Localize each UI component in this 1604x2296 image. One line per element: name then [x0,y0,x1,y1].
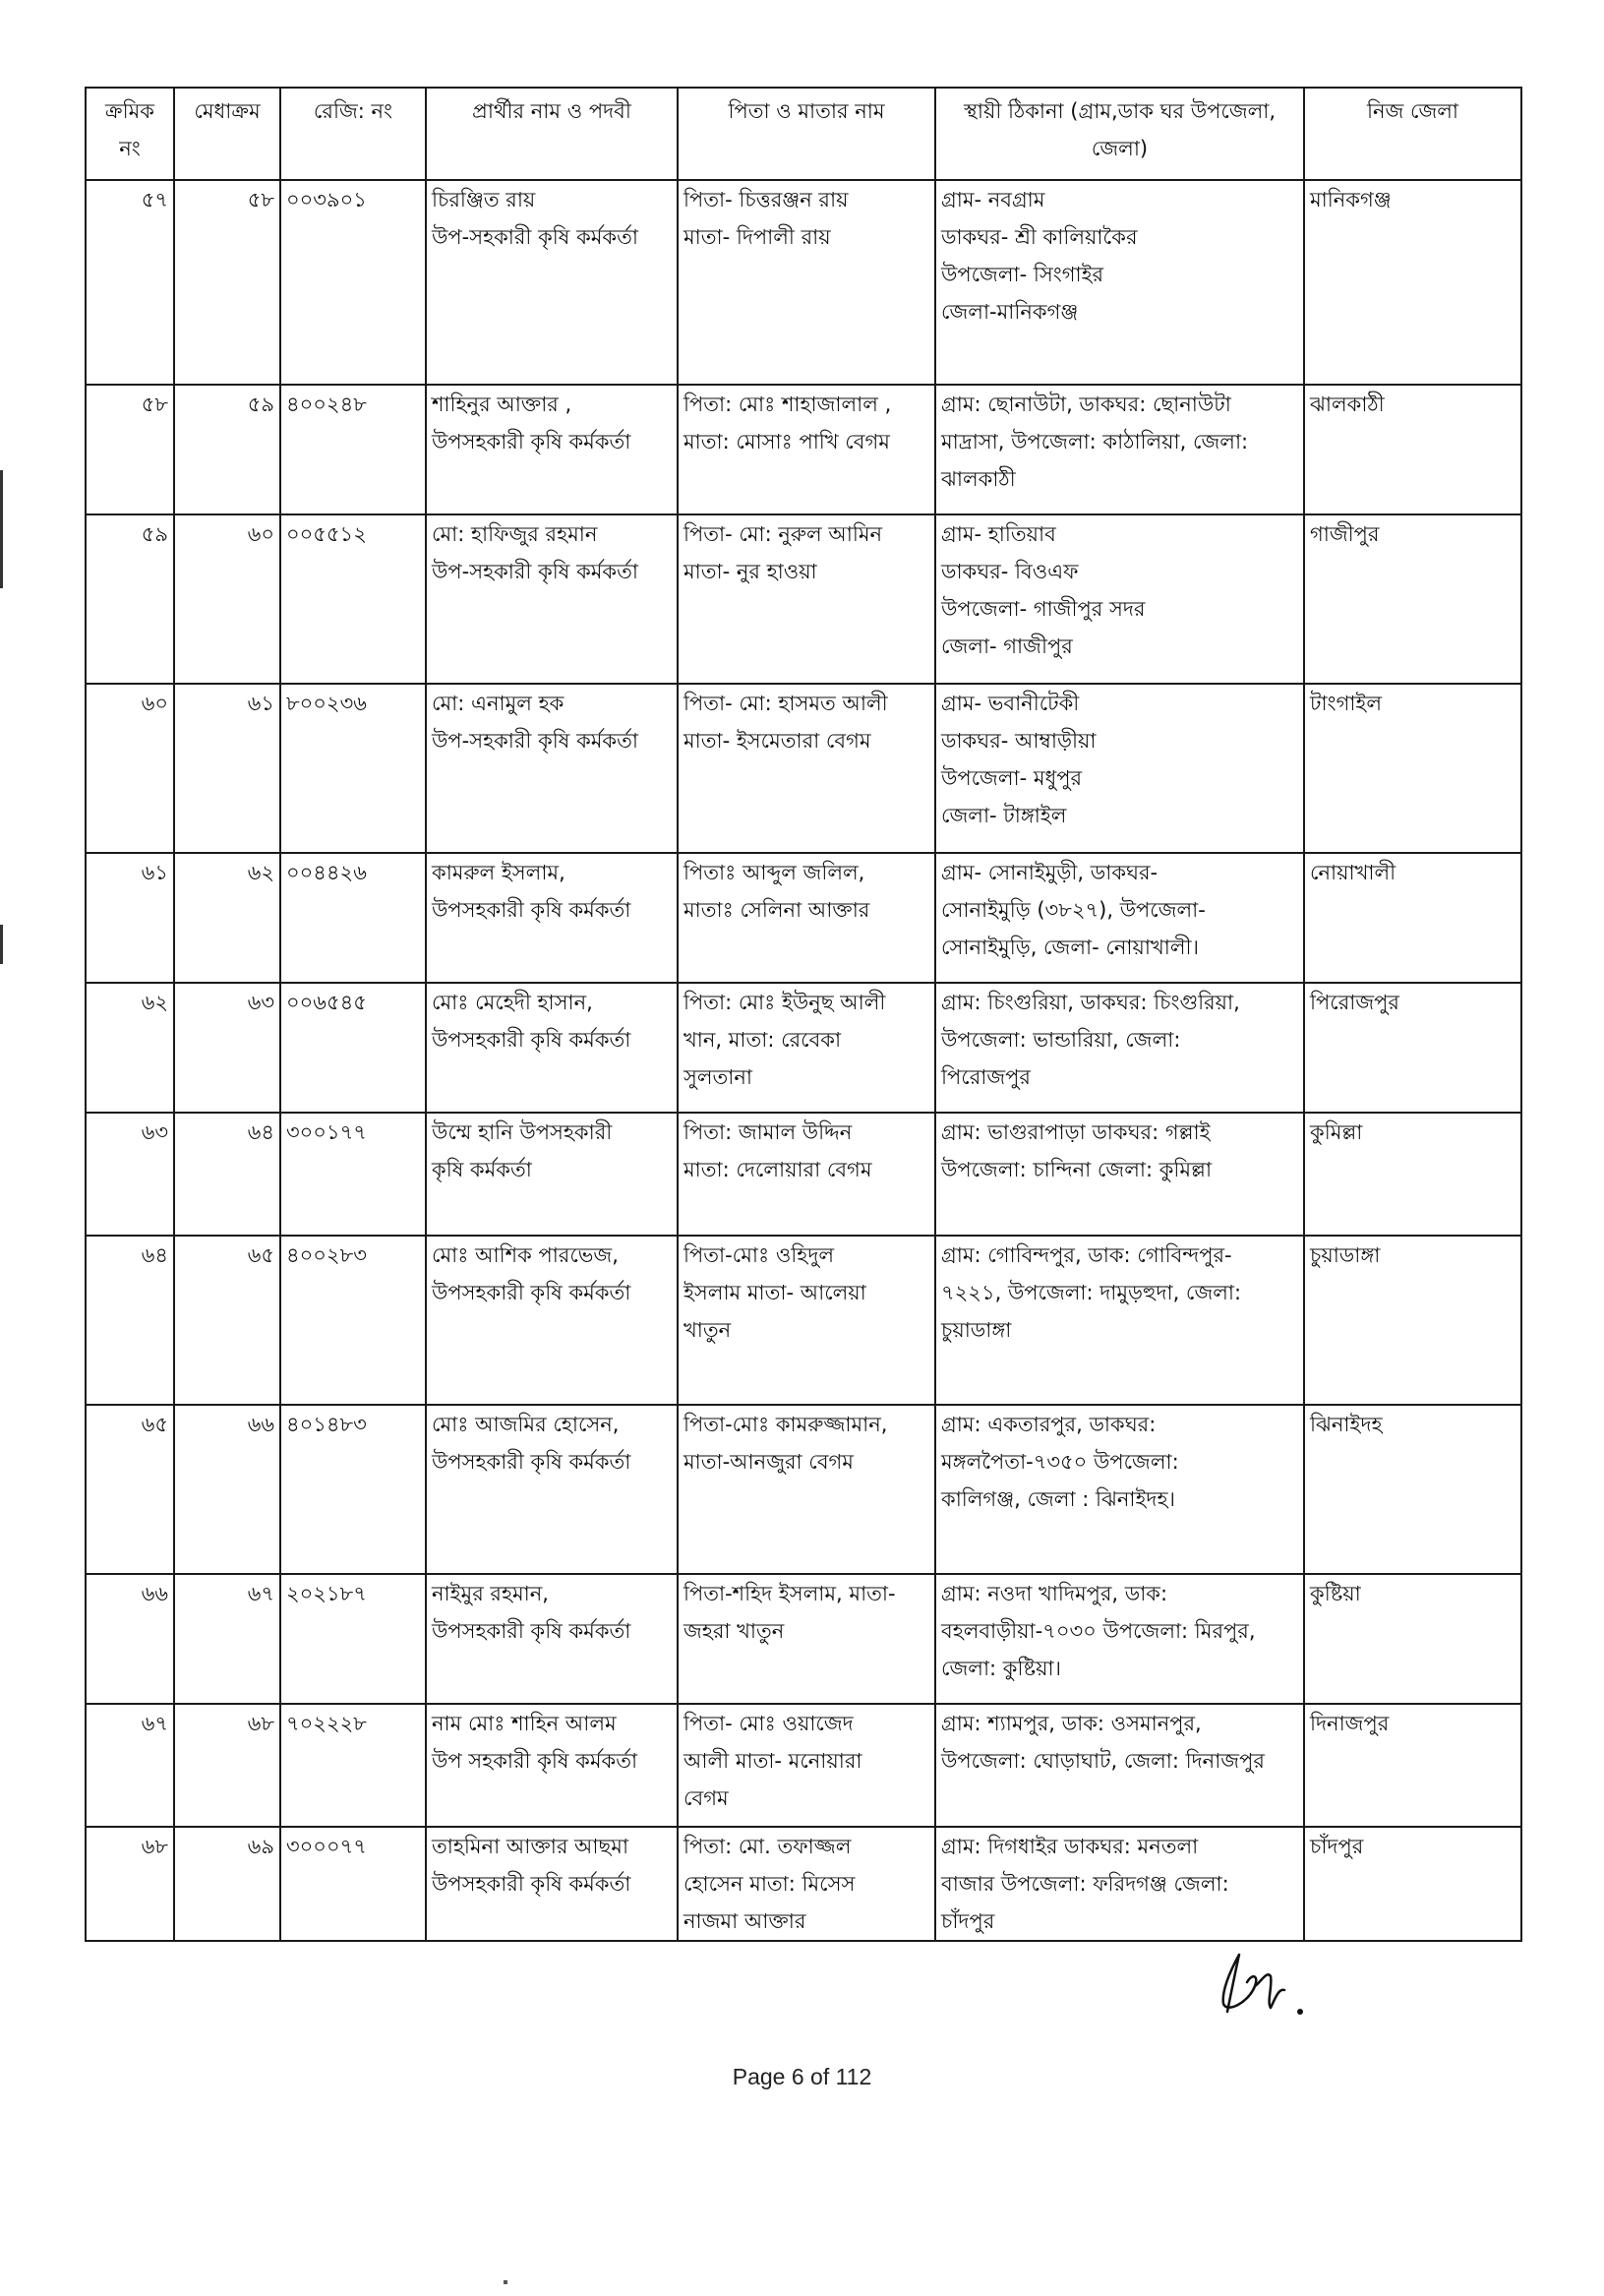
address-cell [935,1113,1304,1236]
address-cell [935,514,1304,684]
parents-cell-text: পিতা: মোঃ ইউনুছ আলী [683,991,886,1014]
serial-cell [86,1704,174,1827]
district-cell [1304,853,1521,983]
serial-cell [86,385,174,514]
parents-cell-text: মাতা- ইসমেতারা বেগম [683,729,871,753]
table-row [86,853,1521,983]
name-cell-text: উপসহকারী কৃষি কর্মকর্তা [432,1619,631,1643]
table-row [86,1405,1521,1574]
name-cell-text: উপসহকারী কৃষি কর্মকর্তা [432,1872,631,1896]
name-cell-text: কামরুল ইসলাম, [432,861,565,884]
parents-cell-text: পিতা-শহিদ ইসলাম, মাতা- [683,1582,896,1605]
name-cell [426,983,678,1113]
merit-cell-text: ৬৯ [247,1835,274,1858]
name-cell-text: নাম মোঃ শাহিন আলম [432,1712,617,1735]
parents-cell [678,385,935,514]
address-cell-text: মঙ্গলপৈতা-৭৩৫০ উপজেলা: [941,1450,1179,1474]
margin-mark [0,925,3,964]
serial-cell-text: ৬৪ [141,1243,168,1267]
reg-no-cell [280,180,426,385]
address-cell [935,853,1304,983]
address-cell-text: পিরোজপুর [941,1065,1031,1089]
serial-cell-text: ৬৫ [141,1413,168,1436]
address-cell [935,684,1304,853]
merit-cell [174,684,280,853]
parents-cell-text: ইসলাম মাতা- আলেয়া [683,1281,866,1304]
district-cell-text: মানিকগঞ্জ [1310,188,1392,211]
merit-cell-text: ৫৮ [247,188,274,211]
parents-cell-text: জহরা খাতুন [683,1619,785,1643]
serial-cell [86,514,174,684]
name-cell-text: উম্মে হানি উপসহকারী [432,1120,613,1144]
header-reg-no: রেজি: নং [280,88,426,180]
parents-cell-text: পিতা-মোঃ ওহিদুল [683,1243,835,1267]
name-cell-text: উপসহকারী কৃষি কর্মকর্তা [432,1281,631,1304]
district-cell [1304,1827,1521,1941]
district-cell [1304,385,1521,514]
parents-cell-text: মাতা- দিপালী রায় [683,225,831,249]
district-cell-text: কুষ্টিয়া [1310,1582,1361,1605]
name-cell-text: কৃষি কর্মকর্তা [432,1158,532,1181]
reg-no-cell-text: ৭০২২২৮ [286,1712,367,1735]
reg-no-cell-text: ৩০০০৭৭ [286,1835,367,1858]
name-cell [426,853,678,983]
district-cell-text: ঝিনাইদহ [1310,1413,1383,1436]
reg-no-cell-text: ২০২১৮৭ [286,1582,367,1605]
header-name: প্রার্থীর নাম ও পদবী [426,88,678,180]
address-cell-text: জেলা- গাজীপুর [941,634,1073,658]
name-cell [426,1113,678,1236]
name-cell-text: উপ-সহকারী কৃষি কর্মকর্তা [432,729,638,753]
address-cell-text: গ্রাম- ভবানীটেকী [941,692,1080,715]
address-cell-text: গ্রাম- নবগ্রাম [941,188,1045,211]
table-row [86,1704,1521,1827]
parents-cell-text: পিতা- মোঃ ওয়াজেদ [683,1712,854,1735]
name-cell-text: উপ সহকারী কৃষি কর্মকর্তা [432,1749,638,1773]
merit-cell [174,180,280,385]
address-cell-text: জেলা- টাঙ্গাইল [941,804,1067,827]
merit-cell [174,983,280,1113]
name-cell-text: মোঃ মেহেদী হাসান, [432,991,593,1014]
parents-cell [678,983,935,1113]
parents-cell-text: হোসেন মাতা: মিসেস [683,1872,856,1896]
address-cell-text: গ্রাম- সোনাইমুড়ী, ডাকঘর- [941,861,1158,884]
reg-no-cell [280,1113,426,1236]
address-cell-text: মাদ্রাসা, উপজেলা: কাঠালিয়া, জেলা: [941,430,1249,453]
parents-cell-text: বেগম [683,1786,729,1810]
serial-cell-text: ৬৭ [141,1712,168,1735]
address-cell-text: জেলা-মানিকগঞ্জ [941,300,1079,324]
serial-cell [86,684,174,853]
merit-cell-text: ৬৩ [247,991,274,1014]
parents-cell-text: পিতা: জামাল উদ্দিন [683,1120,853,1144]
district-cell-text: টাংগাইল [1310,692,1382,715]
parents-cell-text: মাতাঃ সেলিনা আক্তার [683,898,870,922]
scan-speck [504,2280,507,2284]
parents-cell-text: মাতা- নুর হাওয়া [683,560,817,583]
name-cell-text: মো: হাফিজুর রহমান [432,522,598,546]
name-cell-text: চিরঞ্জিত রায় [432,188,536,211]
table-row [86,684,1521,853]
reg-no-cell [280,684,426,853]
merit-cell [174,1827,280,1941]
reg-no-cell [280,1704,426,1827]
address-cell-text: উপজেলা- গাজীপুর সদর [941,597,1146,621]
table-row [86,1574,1521,1704]
parents-cell [678,684,935,853]
name-cell-text: উপ-সহকারী কৃষি কর্মকর্তা [432,225,638,249]
name-cell-text: মোঃ আশিক পারভেজ, [432,1243,619,1267]
name-cell-text: উপসহকারী কৃষি কর্মকর্তা [432,430,631,453]
name-cell [426,1704,678,1827]
merit-cell-text: ৬৭ [247,1582,274,1605]
reg-no-cell-text: ৪০০২৪৮ [286,393,367,416]
address-cell-text: বহলবাড়ীয়া-৭০৩০ উপজেলা: মিরপুর, [941,1619,1256,1643]
address-cell-text: উপজেলা: ভান্ডারিয়া, জেলা: [941,1028,1181,1052]
reg-no-cell [280,1405,426,1574]
parents-cell [678,1113,935,1236]
serial-cell [86,180,174,385]
address-cell-text: জেলা: কুষ্টিয়া। [941,1657,1062,1680]
district-cell [1304,514,1521,684]
serial-cell-text: ৬৬ [141,1582,168,1605]
name-cell [426,1236,678,1405]
merit-cell [174,1405,280,1574]
address-cell-text: ঝালকাঠী [941,467,1016,491]
reg-no-cell [280,514,426,684]
serial-cell-text: ৬১ [141,861,168,884]
name-cell [426,684,678,853]
serial-cell-text: ৫৮ [141,393,168,416]
name-cell-text: মোঃ আজমির হোসেন, [432,1413,620,1436]
address-cell [935,180,1304,385]
district-cell-text: গাজীপুর [1310,522,1380,546]
merit-cell-text: ৬১ [247,692,274,715]
reg-no-cell-text: ০০৬৫৪৫ [286,991,367,1014]
address-cell [935,1827,1304,1941]
district-cell-text: কুমিল্লা [1310,1120,1363,1144]
merit-cell-text: ৬৬ [247,1413,274,1436]
name-cell-text: উপসহকারী কৃষি কর্মকর্তা [432,1450,631,1474]
address-cell-text: বাজার উপজেলা: ফরিদগঞ্জ জেলা: [941,1872,1229,1896]
district-cell-text: চুয়াডাঙ্গা [1310,1243,1381,1267]
table-body [86,180,1521,1941]
reg-no-cell [280,1827,426,1941]
table-row [86,180,1521,385]
district-cell [1304,1574,1521,1704]
district-cell [1304,180,1521,385]
district-cell [1304,1113,1521,1236]
parents-cell [678,1827,935,1941]
header-district: নিজ জেলা [1304,88,1521,180]
serial-cell [86,853,174,983]
address-cell-text: গ্রাম: চিংগুরিয়া, ডাকঘর: চিংগুরিয়া, [941,991,1240,1014]
serial-cell-text: ৬৮ [141,1835,168,1858]
name-cell-text: উপ-সহকারী কৃষি কর্মকর্তা [432,560,638,583]
table-row [86,385,1521,514]
address-cell-text: গ্রাম- হাতিয়াব [941,522,1056,546]
reg-no-cell-text: ০০৫৫১২ [286,522,367,546]
merit-cell [174,1704,280,1827]
margin-mark [0,470,3,588]
district-cell [1304,684,1521,853]
header-serial: ক্রমিক নং [86,88,174,180]
district-cell [1304,1236,1521,1405]
district-cell [1304,1704,1521,1827]
serial-cell [86,1405,174,1574]
name-cell [426,1574,678,1704]
merit-cell [174,514,280,684]
merit-cell [174,1236,280,1405]
address-cell [935,1236,1304,1405]
candidate-table [85,87,1522,1942]
table-header [86,88,1521,180]
address-cell-text: কালিগঞ্জ, জেলা : ঝিনাইদহ। [941,1487,1175,1511]
address-cell-text: সোনাইমুড়ি (৩৮২৭), উপজেলা- [941,898,1206,922]
parents-cell-text: সুলতানা [683,1065,752,1089]
district-cell-text: পিরোজপুর [1310,991,1399,1014]
parents-cell-text: পিতাঃ আব্দুল জলিল, [683,861,865,884]
address-cell-text: গ্রাম: ছোনাউটা, ডাকঘর: ছোনাউটা [941,393,1231,416]
name-cell [426,385,678,514]
parents-cell-text: পিতা- চিত্তরঞ্জন রায় [683,188,849,211]
merit-cell-text: ৬৪ [247,1120,274,1144]
parents-cell-text: খান, মাতা: রেবেকা [683,1028,842,1052]
serial-cell-text: ৫৯ [141,522,168,546]
name-cell-text: নাইমুর রহমান, [432,1582,549,1605]
reg-no-cell [280,1236,426,1405]
parents-cell [678,1405,935,1574]
merit-cell-text: ৬৫ [247,1243,274,1267]
name-cell-text: তাহমিনা আক্তার আছমা [432,1835,629,1858]
address-cell-text: ডাকঘর- শ্রী কালিয়াকৈর [941,225,1138,249]
reg-no-cell [280,983,426,1113]
merit-cell [174,1113,280,1236]
merit-cell-text: ৬২ [247,861,274,884]
serial-cell-text: ৬২ [141,991,168,1014]
table-row [86,514,1521,684]
reg-no-cell-text: ০০৩৯০১ [286,188,367,211]
name-cell [426,514,678,684]
name-cell [426,180,678,385]
address-cell [935,1574,1304,1704]
merit-cell [174,1574,280,1704]
serial-cell [86,1827,174,1941]
district-cell-text: ঝালকাঠী [1310,393,1385,416]
parents-cell-text: পিতা-মোঃ কামরুজ্জামান, [683,1413,888,1436]
reg-no-cell-text: ৪০০২৮৩ [286,1243,367,1267]
address-cell-text: চাঁদপুর [941,1909,995,1933]
name-cell-text: উপসহকারী কৃষি কর্মকর্তা [432,1028,631,1052]
parents-cell [678,1236,935,1405]
merit-cell-text: ৫৯ [247,393,274,416]
address-cell-text: গ্রাম: একতারপুর, ডাকঘর: [941,1413,1157,1436]
parents-cell-text: মাতা: মোসাঃ পাখি বেগম [683,430,890,453]
table-row [86,1236,1521,1405]
district-cell [1304,983,1521,1113]
parents-cell-text: পিতা- মো: হাসমত আলী [683,692,888,715]
header-address: স্থায়ী ঠিকানা (গ্রাম,ডাক ঘর উপজেলা, জেলা) [935,88,1304,180]
address-cell-text: গ্রাম: গোবিন্দপুর, ডাক: গোবিন্দপুর- [941,1243,1232,1267]
header-parents: পিতা ও মাতার নাম [678,88,935,180]
parents-cell-text: আলী মাতা- মনোয়ারা [683,1749,862,1773]
merit-cell [174,385,280,514]
serial-cell-text: ৫৭ [141,188,168,211]
name-cell-text: শাহিনুর আক্তার , [432,393,572,416]
address-cell [935,1405,1304,1574]
address-cell-text: উপজেলা- সিংগাইর [941,263,1104,286]
table-row [86,1113,1521,1236]
header-merit: মেধাক্রম [174,88,280,180]
parents-cell-text: খাতুন [683,1318,732,1342]
name-cell [426,1405,678,1574]
name-cell-text: মো: এনামুল হক [432,692,564,715]
address-cell-text: চুয়াডাঙ্গা [941,1318,1012,1342]
merit-cell [174,853,280,983]
address-cell-text: উপজেলা- মধুপুর [941,766,1083,790]
merit-cell-text: ৬০ [247,522,274,546]
parents-cell [678,853,935,983]
parents-cell-text: মাতা: দেলোয়ারা বেগম [683,1158,872,1181]
district-cell-text: নোয়াখালী [1310,861,1396,884]
reg-no-cell-text: ০০৪৪২৬ [286,861,367,884]
reg-no-cell [280,1574,426,1704]
serial-cell [86,1574,174,1704]
serial-cell-text: ৬০ [141,692,168,715]
parents-cell-text: পিতা: মো. তফাজ্জল [683,1835,852,1858]
serial-cell-text: ৬৩ [141,1120,168,1144]
reg-no-cell [280,853,426,983]
page-number: Page 6 of 112 [732,2064,872,2089]
address-cell-text: সোনাইমুড়ি, জেলা- নোয়াখালী। [941,936,1199,959]
address-cell [935,385,1304,514]
address-cell [935,983,1304,1113]
district-cell [1304,1405,1521,1574]
address-cell-text: উপজেলা: চান্দিনা জেলা: কুমিল্লা [941,1158,1213,1181]
address-cell-text: ডাকঘর- বিওএফ [941,560,1079,583]
serial-cell [86,983,174,1113]
parents-cell-text: পিতা- মো: নুরুল আমিন [683,522,883,546]
parents-cell [678,514,935,684]
table-row [86,983,1521,1113]
parents-cell [678,180,935,385]
reg-no-cell-text: ৪০১৪৮৩ [286,1413,367,1436]
address-cell-text: গ্রাম: ভাগুরাপাড়া ডাকঘর: গল্লাই [941,1120,1211,1144]
parents-cell [678,1704,935,1827]
parents-cell-text: পিতা: মোঃ শাহাজালাল , [683,393,892,416]
address-cell-text: গ্রাম: নওদা খাদিমপুর, ডাক: [941,1582,1168,1605]
address-cell-text: গ্রাম: শ্যামপুর, ডাক: ওসমানপুর, [941,1712,1202,1735]
address-cell-text: গ্রাম: দিগধাইর ডাকঘর: মনতলা [941,1835,1199,1858]
address-cell-text: উপজেলা: ঘোড়াঘাট, জেলা: দিনাজপুর [941,1749,1265,1773]
address-cell-text: ডাকঘর- আম্বাড়ীয়া [941,729,1097,753]
address-cell-text: ৭২২১, উপজেলা: দামুড়হুদা, জেলা: [941,1281,1242,1304]
merit-cell-text: ৬৮ [247,1712,274,1735]
reg-no-cell-text: ৩০০১৭৭ [286,1120,367,1144]
serial-cell [86,1113,174,1236]
reg-no-cell [280,385,426,514]
signature [1210,1943,1328,2022]
reg-no-cell-text: ৮০০২৩৬ [286,692,367,715]
parents-cell-text: নাজমা আক্তার [683,1909,806,1933]
name-cell-text: উপসহকারী কৃষি কর্মকর্তা [432,898,631,922]
address-cell [935,1704,1304,1827]
parents-cell-text: মাতা-আনজুরা বেগম [683,1450,854,1474]
table-row [86,1827,1521,1941]
district-cell-text: চাঁদপুর [1310,1835,1364,1858]
serial-cell [86,1236,174,1405]
district-cell-text: দিনাজপুর [1310,1712,1390,1735]
name-cell [426,1827,678,1941]
parents-cell [678,1574,935,1704]
